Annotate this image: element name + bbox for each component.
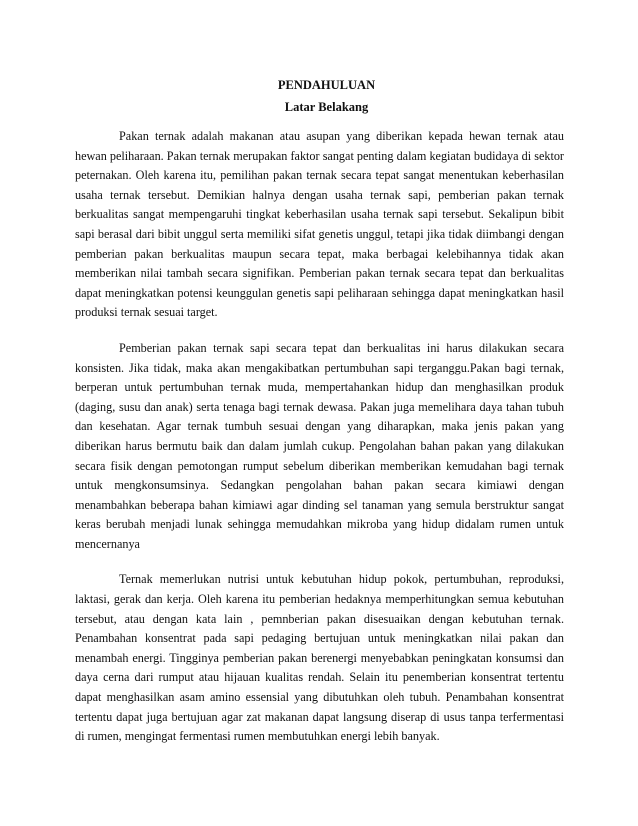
paragraph-1: Pakan ternak adalah makanan atau asupan yang diberikan kepada hewan ternak atau hewan peliharaan. Pakan ternak merupakan faktor sangat penting dalam kegiatan budidaya di sektor peternakan. Oleh karena itu, pemilihan pakan ternak secara tepat sangat menentukan keberhasilan usaha ternak tersebut. Demikian halnya dengan usaha ternak sapi, pemberian pakan ternak berkualitas sangat mempengaruhi tingkat keberhasilan usaha ternak sapi tersebut. Sekalipun bibit sapi berasal dari bibit unggul serta memiliki sifat genetis unggul, tetapi jika tidak diimbangi dengan pemberian pakan berkualitas maupun secara tepat, maka berbagai kelebihannya tidak akan memberikan nilai tambah secara signifikan. Pemberian pakan ternak secara tepat dan berkualitas dapat meningkatkan potensi keunggulan genetis sapi peliharaan sehingga dapat meningkatkan hasil produksi ternak sesuai target. <box>75 129 564 320</box>
section-heading: Latar Belakang <box>284 100 369 114</box>
document-content <box>75 77 564 763</box>
document-title: PENDAHULUAN <box>277 78 376 92</box>
paragraph-3: Ternak memerlukan nutrisi untuk kebutuhan hidup pokok, pertumbuhan, reproduksi, laktasi, gerak dan kerja. Oleh karena itu pemberian hedaknya memperhitungkan semua kebutuhan tersebut, atau dengan kata lain , pemnberian pakan disesuaikan dengan kebutuhan ternak. Penambahan konsentrat pada sapi pedaging bertujuan untuk meningkatkan nilai pakan dan menambah energi. Tingginya pemberian pakan berenergi menyebabkan peningkatan konsumsi dan daya cerna dari rumput atau hijauan kualitas rendah. Selain itu penemberian konsentrat tertentu dapat menghasilkan asam amino essensial yang dibutuhkan oleh tubuh. Penambahan konsentrat tertentu dapat juga bertujuan agar zat makanan dapat langsung diserap di usus tanpa terfermentasi di rumen, mengingat fermentasi rumen membutuhkan energi lebih banyak. <box>75 572 564 744</box>
paragraph-2: Pemberian pakan ternak sapi secara tepat dan berkualitas ini harus dilakukan secara konsisten. Jika tidak, maka akan mengakibatkan pertumbuhan sapi terganggu.Pakan bagi ternak, berperan untuk pertumbuhan ternak muda, mempertahankan hidup dan menghasilkan produk (daging, susu dan anak) serta tenaga bagi ternak dewasa. Pakan juga memelihara daya tahan tubuh dan kesehatan. Agar ternak tumbuh sesuai dengan yang diharapkan, maka jenis pakan yang diberikan harus bermutu baik dan dalam jumlah cukup. Pengolahan bahan pakan yang dilakukan secara fisik dengan pemotongan rumput sebelum diberikan memberikan kemudahan bagi ternak untuk mengkonsumsinya. Sedangkan pengolahan bahan pakan secara kimiawi dengan menambahkan beberapa bahan kimiawi agar dinding sel tanaman yang semula berstruktur sangat keras berubah menjadi lunak sehingga memudahkan mikroba yang hidup didalam rumen untuk mencernanya <box>75 340 564 551</box>
